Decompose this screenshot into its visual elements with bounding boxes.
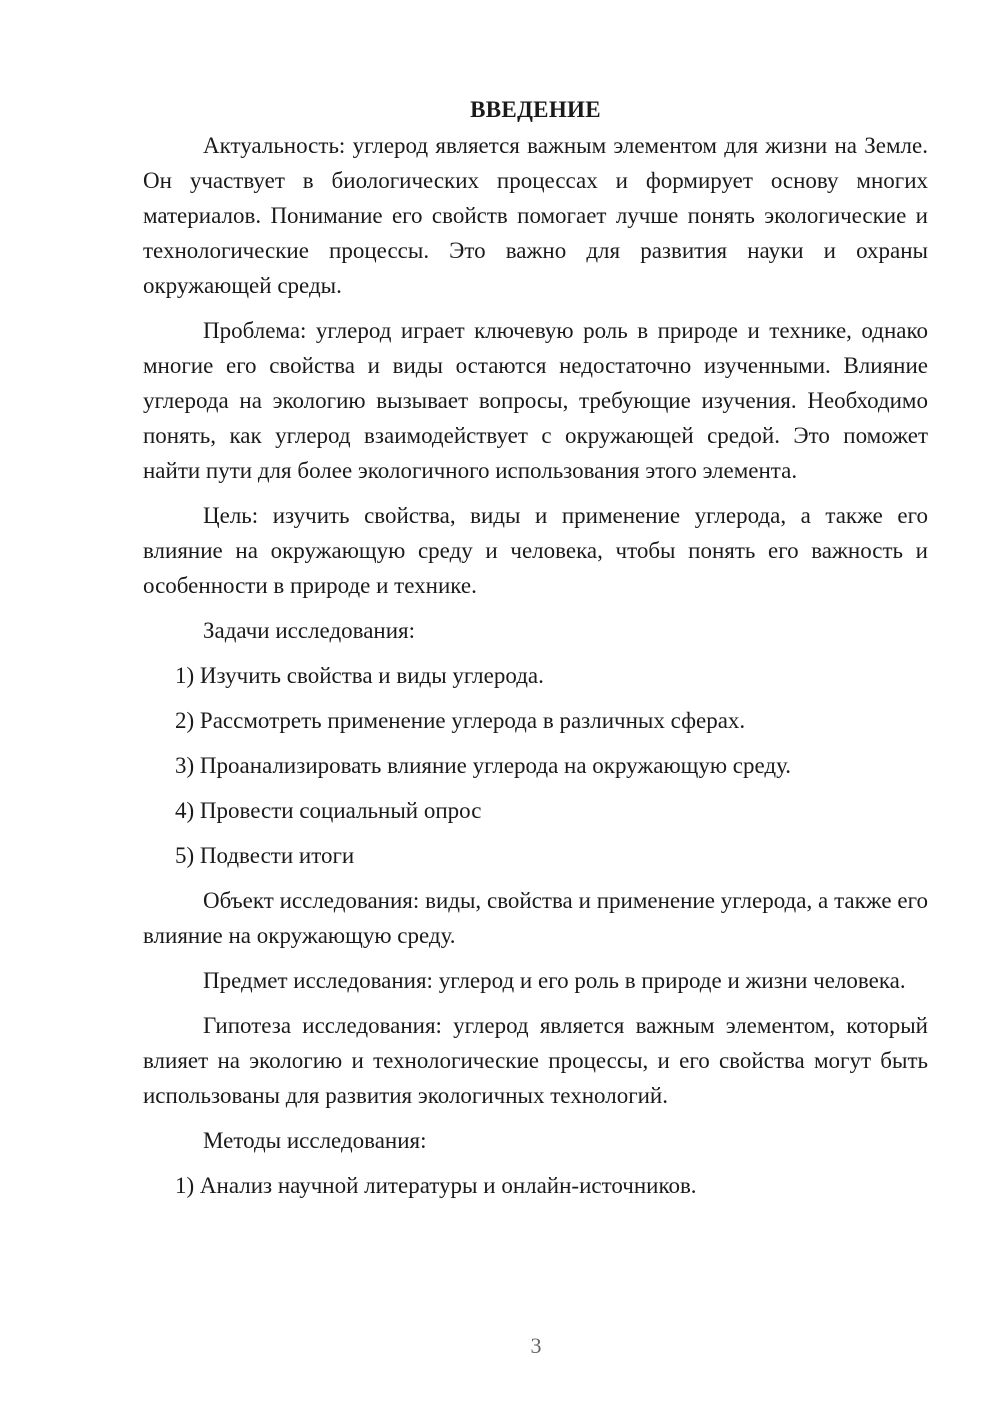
task-item: 5) Подвести итоги <box>175 843 355 868</box>
problem-paragraph: Проблема: углерод играет ключевую роль в природе и технике, однако многие его свойства и виды остаются недостаточно изученными. Влияние углерода на экологию вызывает вопросы, требующие изучения. Необходимо понять, как углерод взаимодействует с окружающей средой. Это поможет найти пути для более экологичного использования этого элемента. <box>143 318 928 483</box>
task-item: 2) Рассмотреть применение углерода в различных сферах. <box>175 708 746 733</box>
tasks-heading: Задачи исследования: <box>203 618 416 643</box>
page-content <box>143 92 928 1213</box>
relevance-paragraph: Актуальность: углерод является важным элементом для жизни на Земле. Он участвует в биологических процессах и формирует основу многих материалов. Понимание его свойств помогает лучше понять экологические и технологические процессы. Это важно для развития науки и охраны окружающей среды. <box>143 133 928 298</box>
section-title: ВВЕДЕНИЕ <box>470 97 601 122</box>
object-paragraph: Объект исследования: виды, свойства и применение углерода, а также его влияние на окружающую среду. <box>143 888 928 948</box>
method-item: 1) Анализ научной литературы и онлайн-источников. <box>175 1173 697 1198</box>
goal-paragraph: Цель: изучить свойства, виды и применение углерода, а также его влияние на окружающую среду и человека, чтобы понять его важность и особенности в природе и технике. <box>143 503 928 598</box>
task-item: 1) Изучить свойства и виды углерода. <box>175 663 544 688</box>
task-item: 3) Проанализировать влияние углерода на окружающую среду. <box>175 753 792 778</box>
page-number: 3 <box>530 1333 542 1358</box>
hypothesis-paragraph: Гипотеза исследования: углерод является важным элементом, который влияет на экологию и технологические процессы, и его свойства могут быть использованы для развития экологичных технологий. <box>143 1013 928 1108</box>
task-item: 4) Провести социальный опрос <box>175 798 482 823</box>
methods-heading: Методы исследования: <box>203 1128 427 1153</box>
subject-paragraph: Предмет исследования: углерод и его роль в природе и жизни человека. <box>203 968 906 993</box>
